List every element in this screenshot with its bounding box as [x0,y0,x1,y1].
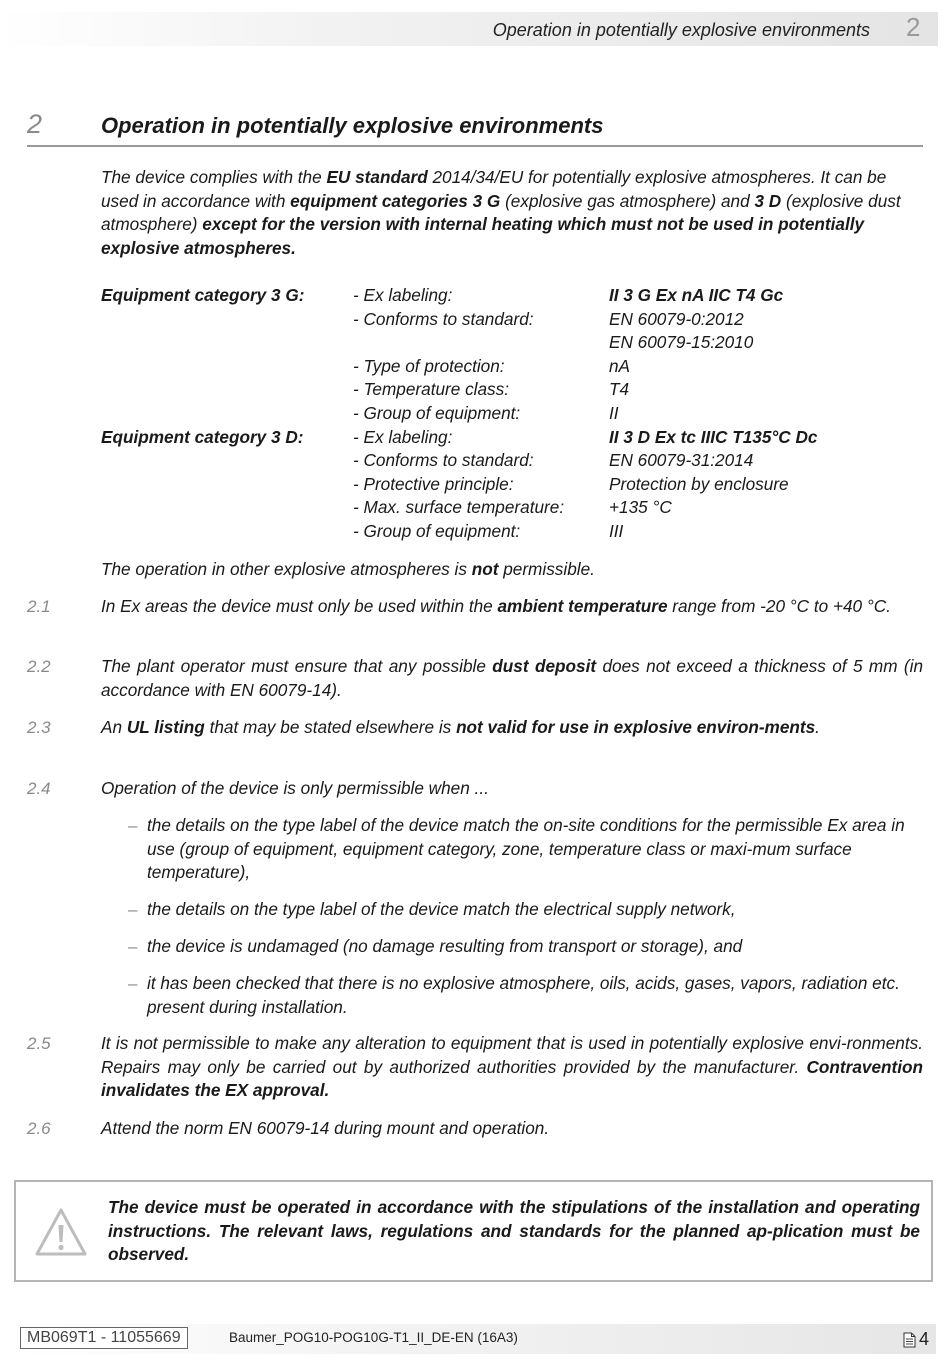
section-rule [27,145,923,147]
spec-value: II 3 G Ex nA IIC T4 Gc [609,285,784,305]
section-number: 2 [27,109,43,139]
warning-text: The device must be operated in accordance with the stipulations of the installation and operating instructions. The relevant laws, regulations and standards for the planned ap-plication must be observed. [108,1197,920,1265]
spec-label: - Ex labeling: [353,427,453,447]
spec-label: - Conforms to standard: [353,309,534,329]
spec-label: - Conforms to standard: [353,450,534,470]
other-atmospheres-note: The operation in other explosive atmospheres is not permissible. [101,559,595,579]
item-2-4-text: Operation of the device is only permissible when ... [101,778,489,798]
dash-bullet: – [128,937,138,956]
spec-value: II 3 D Ex tc IIIC T135°C Dc [609,427,818,447]
spec-label: - Temperature class: [353,379,510,399]
spec-value: T4 [609,379,630,399]
spec-label: - Group of equipment: [353,521,521,541]
spec-value: nA [609,356,631,376]
dash-bullet: – [128,974,138,993]
spec-label: - Group of equipment: [353,403,521,423]
category-3g-label: Equipment category 3 G: [101,285,305,305]
section-title: Operation in potentially explosive environments [101,113,604,138]
spec-value: EN 60079-31:2014 [609,450,754,470]
spec-label: - Max. surface temperature: [353,497,565,517]
spec-label: - Protective principle: [353,474,514,494]
spec-label: - Type of protection: [353,356,505,376]
header-title: Operation in potentially explosive environments [492,20,870,40]
condition-item: the device is undamaged (no damage resulting from transport or storage), and [147,936,743,956]
spec-value: III [609,521,624,541]
item-2-5-text: It is not permissible to make any alteration to equipment that is used in potentially explosive envi-ronments. Repairs may only be carried out by authorized authorities provided by the manufacturer. Contravention invalidates the EX approval. [101,1033,923,1101]
spec-value: EN 60079-0:2012 [609,309,744,329]
item-2-1-text: In Ex areas the device must only be used within the ambient temperature range from -20 °C to +40 °C. [101,596,891,616]
spec-value: +135 °C [609,497,672,517]
item-number: 2.5 [27,1034,51,1053]
item-number: 2.1 [27,597,51,616]
item-2-3-text: An UL listing that may be stated elsewhere is not valid for use in explosive environ-ments. [101,717,820,737]
condition-item: it has been checked that there is no explosive atmosphere, oils, acids, gases, vapors, radiation etc. present during installation. [147,973,900,1017]
item-number: 2.2 [27,657,51,676]
item-number: 2.4 [27,779,51,798]
item-number: 2.6 [27,1119,51,1138]
spec-value: EN 60079-15:2010 [609,332,754,352]
item-2-2-text: The plant operator must ensure that any possible dust deposit does not exceed a thickness of 5 mm (in accordance with EN 60079-14). [101,656,924,700]
footer-file-name: Baumer_POG10-POG10G-T1_II_DE-EN (16A3) [229,1330,518,1345]
header-chapter-number: 2 [906,12,921,42]
item-2-6-text: Attend the norm EN 60079-14 during mount and operation. [101,1118,550,1138]
spec-value: Protection by enclosure [609,474,789,494]
dash-bullet: – [128,900,138,919]
category-3d-label: Equipment category 3 D: [101,427,304,447]
spec-label: - Ex labeling: [353,285,453,305]
footer-page-number: 4 [919,1329,930,1349]
condition-item: the details on the type label of the device match the on-site conditions for the permissible Ex area in use (group of equipment, equipment category, zone, temperature class or maxi-mum surface temperature), [147,815,905,883]
dash-bullet: – [128,816,138,835]
warning-triangle-icon [34,1207,88,1257]
condition-item: the details on the type label of the device match the electrical supply network, [147,899,736,919]
item-number: 2.3 [27,718,51,737]
footer-doc-id: MB069T1 - 11055669 [20,1327,188,1349]
intro-paragraph: The device complies with the EU standard 2014/34/EU for potentially explosive atmospheres. It can be used in accordance with equipment categories 3 G (explosive gas atmosphere) and 3 D (explosive dust atmosphere) except for the version with internal heating which must not be used in potentially explosive atmospheres. [101,167,901,258]
spec-value: II [609,403,619,423]
page-icon [903,1332,916,1348]
